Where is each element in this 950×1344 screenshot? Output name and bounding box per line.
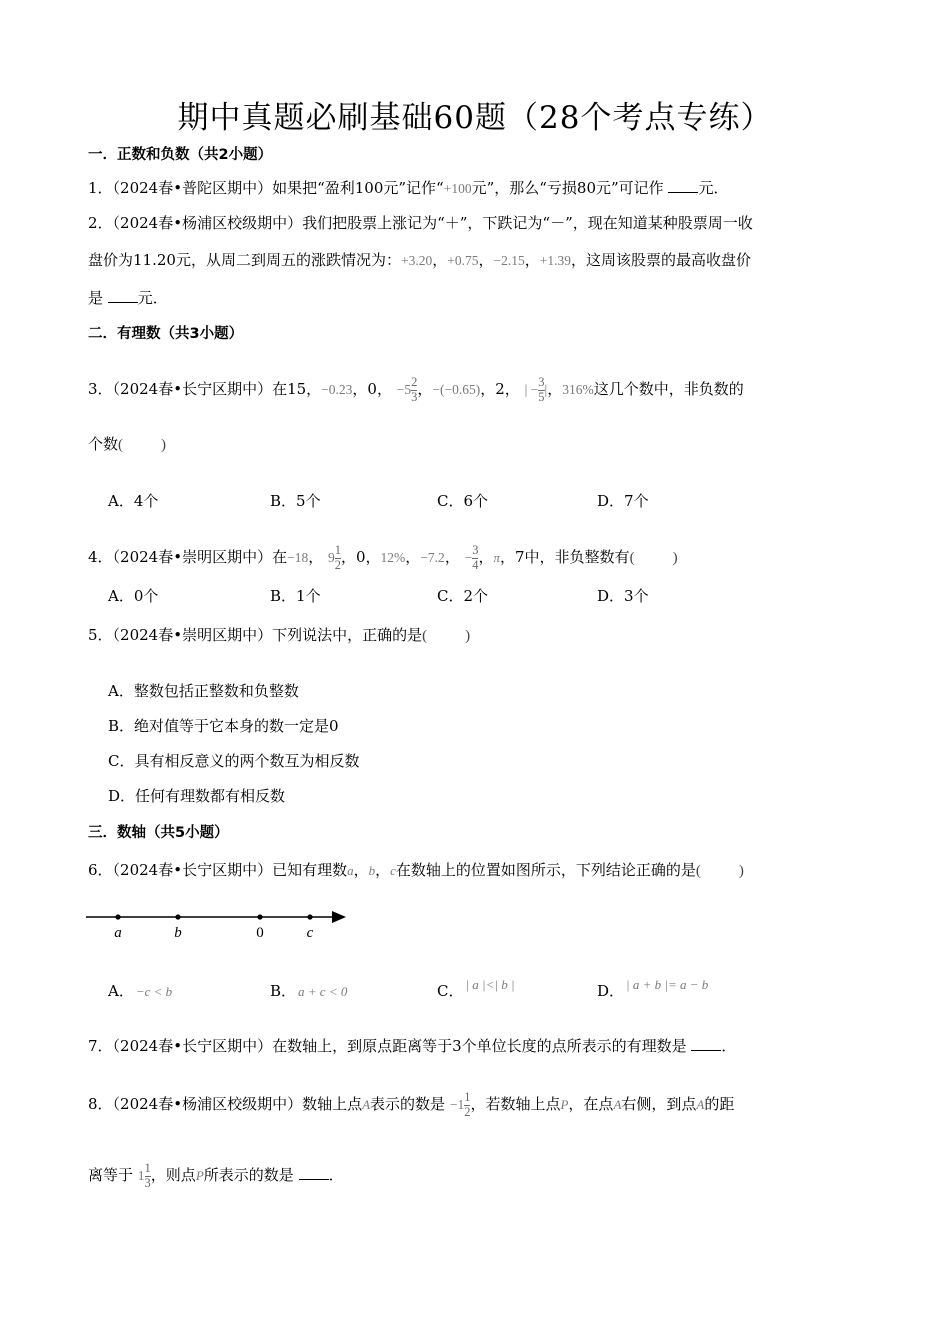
q3-option-a[interactable]: A．4个 — [108, 492, 159, 510]
fraction-numerator: 1 — [144, 1161, 151, 1176]
q3-comma: ， — [547, 380, 563, 398]
q8-var-A: A — [696, 1097, 705, 1112]
q7-answer-blank[interactable] — [691, 1036, 721, 1051]
option-math: | a |<| b | — [465, 977, 515, 992]
paren-open: ( — [422, 628, 428, 644]
q8-answer-blank[interactable] — [299, 1165, 329, 1180]
q3-option-d[interactable]: D．7个 — [597, 492, 649, 510]
q3-abs-left: | − — [524, 382, 539, 397]
q3-math-neg023: −0.23 — [321, 382, 353, 397]
q3-option-b[interactable]: B．5个 — [270, 492, 321, 510]
q2-line1: （2024春•杨浦区校级期中）我们把股票上涨记为“＋”，下跌记为“－”，现在知道某种股票周一收 — [112, 214, 753, 232]
fraction-denominator: 3 — [144, 1175, 151, 1190]
section-heading-2: 二．有理数（共3小题） — [88, 326, 244, 342]
question-2-line-2 — [88, 249, 751, 270]
q8-var-A: A — [362, 1097, 371, 1112]
point-b — [175, 914, 180, 919]
q6-comma: ， — [353, 861, 369, 879]
q4-option-d[interactable]: D．3个 — [597, 587, 649, 605]
question-8-line-2 — [88, 1150, 344, 1201]
paren-open: ( — [695, 863, 701, 879]
q8-text-a: （2024春•杨浦区校级期中）数轴上点 — [112, 1095, 363, 1113]
q7-text-b: ． — [721, 1037, 737, 1055]
point-zero — [257, 914, 262, 919]
q3-math-316pct: 316% — [562, 382, 594, 397]
q5-text-a: （2024春•崇明区期中）下列说法中，正确的是 — [112, 626, 423, 644]
paren-open: ( — [629, 550, 635, 566]
q2-comma: ， — [478, 251, 494, 269]
q2-line2b: ，这周该股票的最高收盘价 — [571, 251, 752, 269]
q5-option-a[interactable]: A．整数包括正整数和负整数 — [108, 682, 299, 700]
q4-math-neg18: −18 — [287, 550, 309, 565]
q8-line2a: 离等于 — [88, 1166, 134, 1184]
q8-line2c: 所表示的数是 — [203, 1166, 294, 1184]
q4-math-12pct: 12% — [380, 550, 406, 565]
q4-math-pi: π — [493, 550, 501, 565]
q2-value-2: +0.75 — [447, 253, 479, 268]
q4-comma: ， — [478, 548, 494, 566]
q3-number: 3． — [88, 380, 113, 398]
q8-frac2-whole: 1 — [137, 1168, 145, 1183]
q5-option-c[interactable]: C．具有相反意义的两个数互为相反数 — [108, 752, 360, 770]
q6-option-b[interactable] — [270, 980, 347, 1001]
q8-number: 8． — [88, 1095, 113, 1113]
paren-close: ) — [161, 437, 167, 453]
fraction-denominator: 3 — [411, 389, 418, 404]
q6-option-a[interactable] — [108, 980, 172, 1001]
q2-value-3: −2.15 — [493, 253, 525, 268]
label-a: a — [114, 925, 122, 941]
fraction-numerator: 1 — [334, 543, 341, 558]
q4-option-c[interactable]: C．2个 — [437, 587, 489, 605]
q3-answer-paren[interactable] — [118, 437, 166, 453]
q4-option-a[interactable]: A．0个 — [108, 587, 159, 605]
q1-number: 1． — [88, 179, 113, 197]
option-letter: C． — [437, 982, 464, 1000]
option-math: a + c < 0 — [298, 984, 348, 999]
option-math: | a + b |= a − b — [626, 977, 709, 992]
q2-answer-blank[interactable] — [108, 288, 138, 303]
paren-close: ) — [738, 863, 744, 879]
q8-text-d: ，在点 — [568, 1095, 614, 1113]
fraction-numerator: 2 — [411, 375, 418, 390]
q3-text-d: 这几个数中，非负数的 — [593, 380, 744, 398]
q1-text-c: 元． — [698, 179, 729, 197]
q8-line2d: ． — [328, 1166, 344, 1184]
q2-comma: ， — [524, 251, 540, 269]
q4-text-c: ，7中，非负整数有 — [500, 548, 630, 566]
page-title: 期中真题必刷基础60题（28个考点专练） — [177, 100, 773, 136]
q8-text-b: 表示的数是 — [370, 1095, 446, 1113]
q8-text-c: ，若数轴上点 — [470, 1095, 561, 1113]
q1-answer-blank[interactable] — [668, 178, 698, 193]
option-letter: A． — [108, 982, 134, 1000]
q5-answer-paren[interactable] — [422, 628, 470, 644]
q8-var-P: P — [560, 1097, 569, 1112]
q2-value-4: +1.39 — [539, 253, 571, 268]
question-8-line-1 — [88, 1079, 734, 1130]
q8-var-P: P — [195, 1168, 204, 1183]
fraction-denominator: 4 — [472, 557, 479, 572]
option-letter: B． — [270, 982, 297, 1000]
q1-math-plus100: +100 — [443, 181, 472, 196]
q8-text-f: 的距 — [704, 1095, 735, 1113]
q4-option-b[interactable]: B．1个 — [270, 587, 321, 605]
q7-text-a: （2024春•长宁区期中）在数轴上，到原点距离等于3个单位长度的点所表示的有理数是 — [112, 1037, 687, 1055]
q4-text-b: ，0， — [341, 548, 381, 566]
fraction-denominator: 5 — [538, 389, 545, 404]
q4-answer-paren[interactable] — [630, 550, 678, 566]
q5-option-d[interactable]: D．任何有理数都有相反数 — [108, 787, 286, 805]
q2-line3a: 是 — [88, 289, 104, 307]
q6-text-a: （2024春•长宁区期中）已知有理数 — [112, 861, 348, 879]
paren-close: ) — [465, 628, 471, 644]
label-b: b — [174, 925, 182, 941]
q8-text-e: 右侧，到点 — [621, 1095, 697, 1113]
q6-var-b: b — [368, 863, 376, 878]
point-c — [307, 914, 312, 919]
q6-option-c[interactable] — [437, 977, 515, 1001]
q3-text-b: ，0， — [352, 380, 392, 398]
question-2-line-1 — [88, 212, 753, 233]
question-6 — [88, 859, 744, 880]
q2-value-1: +3.20 — [400, 253, 433, 268]
question-4 — [88, 532, 678, 583]
q6-answer-paren[interactable] — [696, 863, 744, 879]
q6-option-d[interactable] — [597, 977, 709, 1001]
q3-comma: ， — [417, 380, 433, 398]
section-heading-3: 三．数轴（共5小题） — [88, 825, 229, 841]
question-5 — [88, 624, 470, 645]
q4-frac2-sign: − — [464, 550, 473, 565]
fraction-numerator: 1 — [464, 1090, 471, 1105]
paren-close: ) — [672, 550, 678, 566]
q6-var-c: c — [390, 863, 396, 878]
label-c: c — [306, 925, 314, 941]
q3-text-a: （2024春•长宁区期中）在15， — [112, 380, 322, 398]
section-heading-1: 一．正数和负数（共2小题） — [88, 147, 273, 163]
fraction-denominator: 2 — [464, 1104, 471, 1119]
paren-open: ( — [118, 437, 124, 453]
question-3-line-1 — [88, 364, 744, 415]
q5-option-b[interactable]: B．绝对值等于它本身的数一定是0 — [108, 717, 339, 735]
number-line-arrow — [332, 911, 346, 923]
q5-number: 5． — [88, 626, 113, 644]
q4-math-neg72: −7.2 — [420, 550, 445, 565]
q4-comma: ， — [308, 548, 324, 566]
option-letter: D． — [597, 982, 625, 1000]
q8-line2b: ，则点 — [150, 1166, 196, 1184]
q4-frac1-whole: 9 — [328, 550, 335, 565]
q2-comma: ， — [432, 251, 448, 269]
q3-line2: 个数 — [88, 435, 119, 453]
question-2-line-3 — [88, 287, 168, 308]
q6-number: 6． — [88, 861, 113, 879]
q6-text-b: 在数轴上的位置如图所示，下列结论正确的是 — [395, 861, 696, 879]
number-line-figure — [84, 906, 354, 948]
fraction-numerator: 3 — [538, 375, 545, 390]
q1-text-a: （2024春•普陀区期中）如果把“盈利100元”记作“ — [112, 179, 444, 197]
fraction-denominator: 2 — [334, 557, 341, 572]
q4-number: 4． — [88, 548, 113, 566]
q4-comma: ， — [405, 548, 421, 566]
q2-line3b: 元． — [137, 289, 168, 307]
q3-text-c: ，2， — [480, 380, 520, 398]
q3-frac-whole: −5 — [396, 382, 412, 397]
option-math: −c < b — [135, 984, 173, 999]
q6-comma: ， — [375, 861, 391, 879]
q7-number: 7． — [88, 1037, 113, 1055]
q6-var-a: a — [347, 863, 354, 878]
q4-text-a: （2024春•崇明区期中）在 — [112, 548, 288, 566]
fraction-numerator: 3 — [472, 543, 479, 558]
q8-var-A: A — [613, 1097, 622, 1112]
q3-option-c[interactable]: C．6个 — [437, 492, 489, 510]
q2-line2a: 盘价为11.20元，从周二到周五的涨跌情况为： — [88, 251, 401, 269]
question-3-line-2 — [88, 433, 166, 454]
q3-math-neg-neg065: −(−0.65) — [432, 382, 481, 397]
question-1 — [88, 177, 728, 198]
q8-frac1-whole: −1 — [449, 1097, 465, 1112]
q2-number: 2． — [88, 214, 113, 232]
q4-comma: ， — [444, 548, 460, 566]
point-a — [115, 914, 120, 919]
q3-abs-right: | — [544, 382, 548, 397]
q1-text-b: 元”，那么“亏损80元”可记作 — [471, 179, 664, 197]
question-7 — [88, 1035, 736, 1056]
label-zero: 0 — [256, 925, 264, 941]
